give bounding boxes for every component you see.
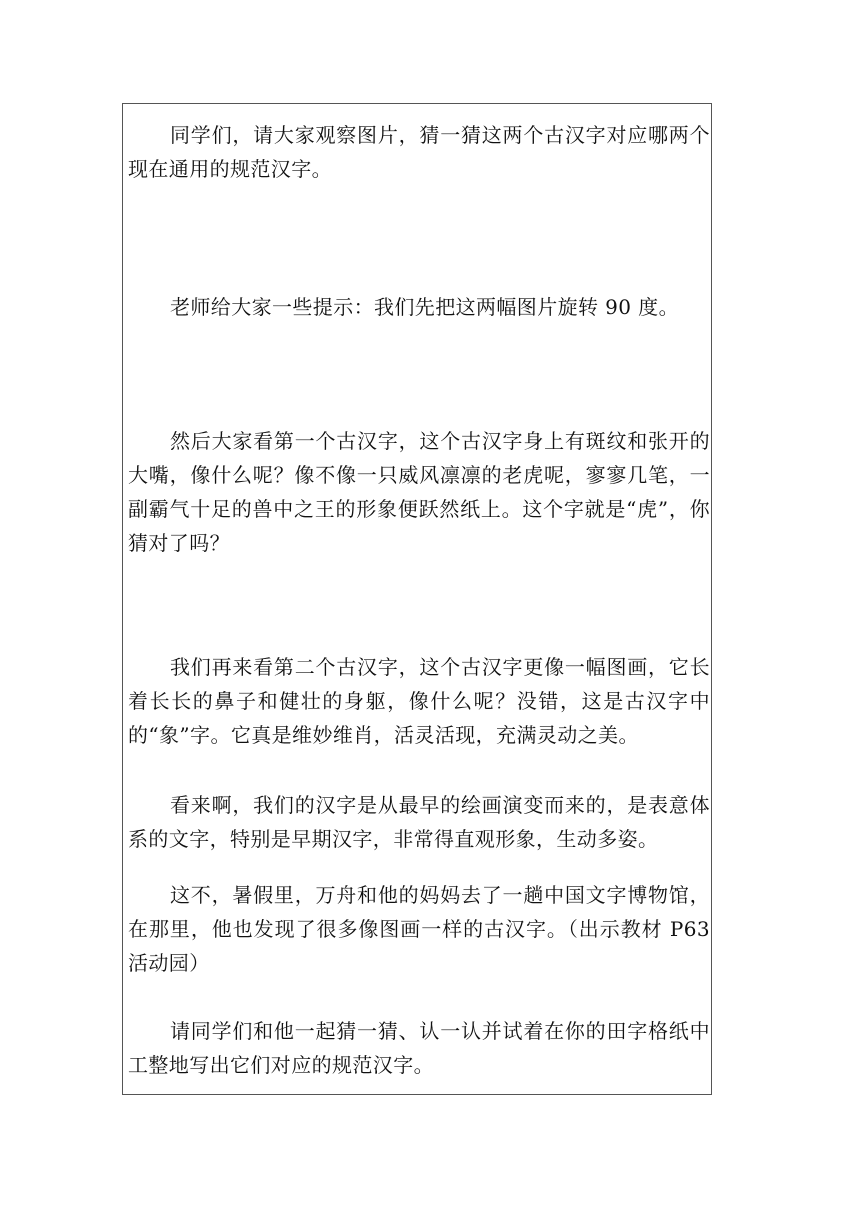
paragraph-museum-visit: 这不，暑假里，万舟和他的妈妈去了一趟中国文字博物馆，在那里，他也发现了很多像图画一样的古汉字。（出示教材 P63 活动园） xyxy=(128,883,710,975)
paragraph-elephant-character: 我们再来看第二个古汉字，这个古汉字更像一幅图画，它长着长长的鼻子和健壮的身躯，像什么呢？没错，这是古汉字中的“象”字。它真是维妙维肖，活灵活现，充满灵动之美。 xyxy=(128,655,710,747)
paragraph-pictographic-origin: 看来啊，我们的汉字是从最早的绘画演变而来的，是表意体系的文字，特别是早期汉字，非常得直观形象，生动多姿。 xyxy=(128,793,710,851)
paragraph-writing-task: 请同学们和他一起猜一猜、认一认并试着在你的田字格纸中工整地写出它们对应的规范汉字。 xyxy=(128,1019,710,1077)
paragraph-teacher-hint: 老师给大家一些提示：我们先把这两幅图片旋转 90 度。 xyxy=(170,295,679,319)
paragraph-tiger-character: 然后大家看第一个古汉字，这个古汉字身上有斑纹和张开的大嘴，像什么呢？像不像一只威风凛凛的老虎呢，寥寥几笔，一副霸气十足的兽中之王的形象便跃然纸上。这个字就是“虎”，你猜对了吗？ xyxy=(128,429,710,555)
paragraph-intro-question: 同学们，请大家观察图片，猜一猜这两个古汉字对应哪两个现在通用的规范汉字。 xyxy=(128,123,710,181)
